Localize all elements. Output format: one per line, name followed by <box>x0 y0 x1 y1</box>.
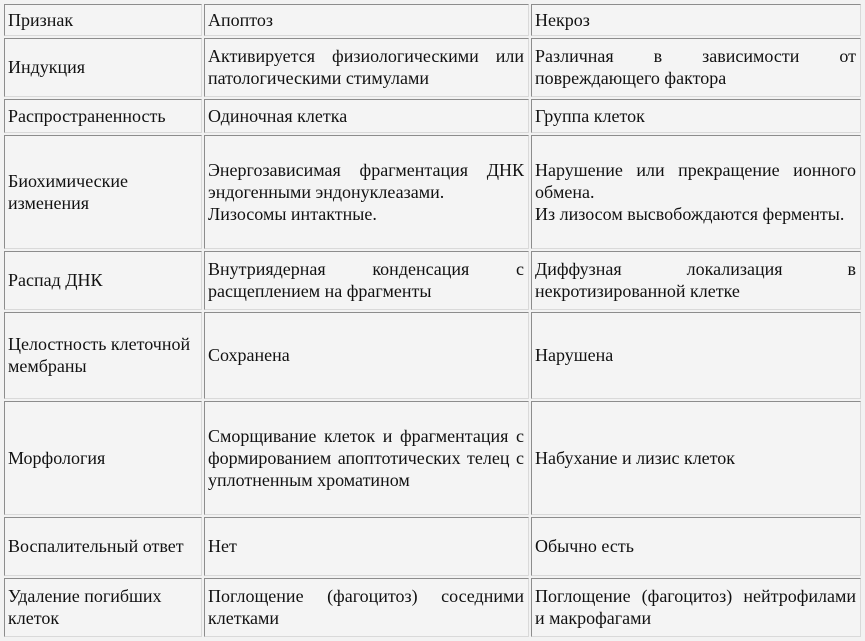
feature-cell: Распространенность <box>4 99 202 133</box>
necrosis-cell-text-extra: Из лизосом высвобождаются ферменты. <box>535 203 845 224</box>
feature-cell: Морфология <box>4 401 202 515</box>
header-cell-necrosis: Некроз <box>531 4 861 36</box>
table-row <box>4 135 861 249</box>
apoptosis-cell-text: Энергозависимая фрагментация ДНК эндогенными эндонуклеазами. <box>208 159 524 202</box>
necrosis-cell: Обычно есть <box>531 517 861 576</box>
apoptosis-cell <box>204 135 529 249</box>
necrosis-cell <box>531 135 861 249</box>
apoptosis-cell: Активируется физиологическими или патологическими стимулами <box>204 38 529 97</box>
apoptosis-cell: Поглощение (фагоцитоз) соседними клетками <box>204 578 529 637</box>
table-row <box>4 251 861 310</box>
table-row <box>4 312 861 399</box>
table-row <box>4 517 861 576</box>
apoptosis-necrosis-table <box>2 2 863 639</box>
necrosis-cell: Нарушена <box>531 312 861 399</box>
apoptosis-cell: Сморщивание клеток и фрагментация с формированием апоптотических телец с уплотненным хроматином <box>204 401 529 515</box>
table-row <box>4 401 861 515</box>
feature-cell: Целостность клеточной мембраны <box>4 312 202 399</box>
apoptosis-cell: Внутриядерная конденсация с расщеплением на фрагменты <box>204 251 529 310</box>
table-header-row <box>4 4 861 36</box>
apoptosis-cell: Нет <box>204 517 529 576</box>
necrosis-cell: Группа клеток <box>531 99 861 133</box>
feature-cell: Биохимические изменения <box>4 135 202 249</box>
apoptosis-cell: Сохранена <box>204 312 529 399</box>
header-cell-feature: Признак <box>4 4 202 36</box>
feature-cell: Удаление погибших клеток <box>4 578 202 637</box>
necrosis-cell: Различная в зависимости от повреждающего фактора <box>531 38 861 97</box>
table-row <box>4 99 861 133</box>
table-row <box>4 578 861 637</box>
necrosis-cell: Набухание и лизис клеток <box>531 401 861 515</box>
feature-cell: Распад ДНК <box>4 251 202 310</box>
table-row <box>4 38 861 97</box>
necrosis-cell-text: Нарушение или прекращение ионного обмена. <box>535 159 856 202</box>
feature-cell: Индукция <box>4 38 202 97</box>
apoptosis-cell: Одиночная клетка <box>204 99 529 133</box>
header-cell-apoptosis: Апоптоз <box>204 4 529 36</box>
necrosis-cell: Диффузная локализация в некротизированной клетке <box>531 251 861 310</box>
necrosis-cell: Поглощение (фагоцитоз) нейтрофилами и макрофагами <box>531 578 861 637</box>
feature-cell: Воспалительный ответ <box>4 517 202 576</box>
apoptosis-cell-text-extra: Лизосомы интактные. <box>208 203 377 224</box>
